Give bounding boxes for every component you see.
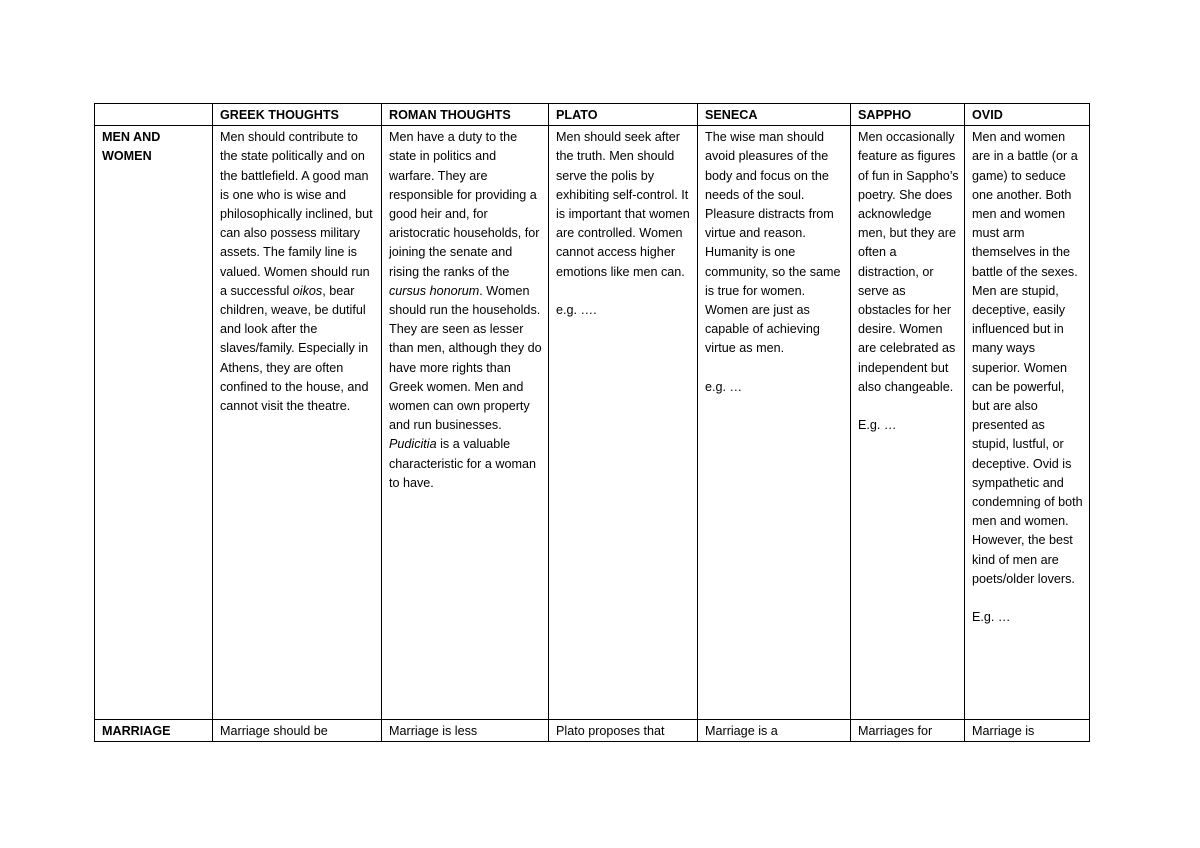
cell-paragraph: The wise man should avoid pleasures of the body and focus on the needs of the soul. Pleasure distracts from virtue and reason. [705, 130, 834, 241]
cell-example: E.g. … [972, 610, 1011, 625]
cell-ovid-men-and-women [965, 126, 1090, 720]
cell-ovid-marriage: Marriage is [965, 720, 1090, 742]
cell-paragraph: A good man is one who is wise and philosophically inclined, but can also possess military assets. The family line is valued. [220, 168, 373, 279]
cell-paragraph [389, 130, 540, 298]
header-cell-roman-thoughts: ROMAN THOUGHTS [382, 104, 549, 126]
header-cell-ovid: OVID [965, 104, 1090, 126]
text-run: is a valuable characteristic for a woman to have. [389, 437, 536, 490]
table-row-marriage [95, 720, 1090, 742]
text-run: Women should run a successful [220, 264, 370, 298]
cell-example: e.g. … [705, 379, 743, 394]
cell-paragraph: Both men and women must arm themselves in the battle of the sexes. Men are stupid, deceptive, easily influenced but in many ways superior. [972, 187, 1078, 375]
text-run: Men have a duty to the state in politics and warfare. They are responsible for providing a good heir and, for aristocratic households, for joining the senate and rising the ranks of the [389, 130, 540, 279]
blank-line [705, 359, 845, 378]
header-cell-greek-thoughts: GREEK THOUGHTS [213, 104, 382, 126]
header-cell-plato: PLATO [549, 104, 698, 126]
cell-example: E.g. … [858, 418, 897, 433]
cell-plato-men-and-women [549, 126, 698, 720]
cell-paragraph: Women can be powerful, but are also presented as stupid, lustful, or deceptive. Ovid is sympathetic and condemning of both men and women. [972, 360, 1083, 529]
cell-plato-marriage: Plato proposes that [549, 720, 698, 742]
cell-paragraph [389, 380, 536, 490]
header-cell-sappho: SAPPHO [851, 104, 965, 126]
header-row [95, 104, 1090, 126]
cell-paragraph: Women should run the households. They are seen as lesser than men, although they do have more rights than Greek women. [389, 283, 542, 394]
cell-greek-men-and-women [213, 126, 382, 720]
blank-line [858, 397, 959, 416]
italic-term: cursus honorum [389, 283, 480, 298]
cell-roman-marriage: Marriage is less [382, 720, 549, 742]
cell-paragraph: Women are celebrated as independent but also changeable. [858, 322, 956, 394]
italic-term: Pudicitia [389, 437, 437, 452]
header-cell-seneca: SENECA [698, 104, 851, 126]
header-cell-empty [95, 104, 213, 126]
cell-paragraph: Men should contribute to the state politically and on the battlefield. [220, 130, 365, 183]
cell-example: e.g. …. [556, 303, 597, 318]
blank-line [972, 589, 1084, 608]
table-row-men-and-women [95, 126, 1090, 720]
cell-seneca-marriage: Marriage is a [698, 720, 851, 742]
cell-paragraph: Men and women are in a battle (or a game) to seduce one another. [972, 130, 1078, 202]
text-run: . [479, 283, 483, 298]
row-label-text: MEN AND WOMEN [102, 130, 161, 164]
cell-sappho-men-and-women [851, 126, 965, 720]
cell-paragraph: Men occasionally feature as figures of fun in Sappho’s poetry. She does acknowledge men, but they are often a distraction, or serve as obstacles for her desire. [858, 130, 959, 337]
blank-line [556, 282, 692, 301]
row-label-marriage: MARRIAGE [95, 720, 213, 742]
cell-seneca-men-and-women [698, 126, 851, 720]
cell-roman-men-and-women [382, 126, 549, 720]
comparison-table [94, 103, 1090, 742]
text-run: , bear children, weave, be dutiful and look after the slaves/family. [220, 283, 366, 356]
cell-greek-marriage: Marriage should be [213, 720, 382, 742]
cell-paragraph: Especially in Athens, they are often confined to the house, and cannot visit the theatre. [220, 341, 369, 414]
cell-paragraph: However, the best kind of men are poets/older lovers. [972, 533, 1075, 586]
italic-term: oikos [292, 283, 323, 298]
cell-paragraph: Humanity is one community, so the same is true for women. Women are just as capable of achieving virtue as men. [705, 245, 841, 356]
row-label-men-and-women [95, 126, 213, 720]
text-run: Men and women can own property and run businesses. [389, 379, 530, 433]
cell-paragraph: Men should seek after the truth. Men should serve the polis by exhibiting self-control. It is important that women are controlled. Women cannot access higher emotions like men can. [556, 130, 690, 279]
cell-sappho-marriage: Marriages for [851, 720, 965, 742]
